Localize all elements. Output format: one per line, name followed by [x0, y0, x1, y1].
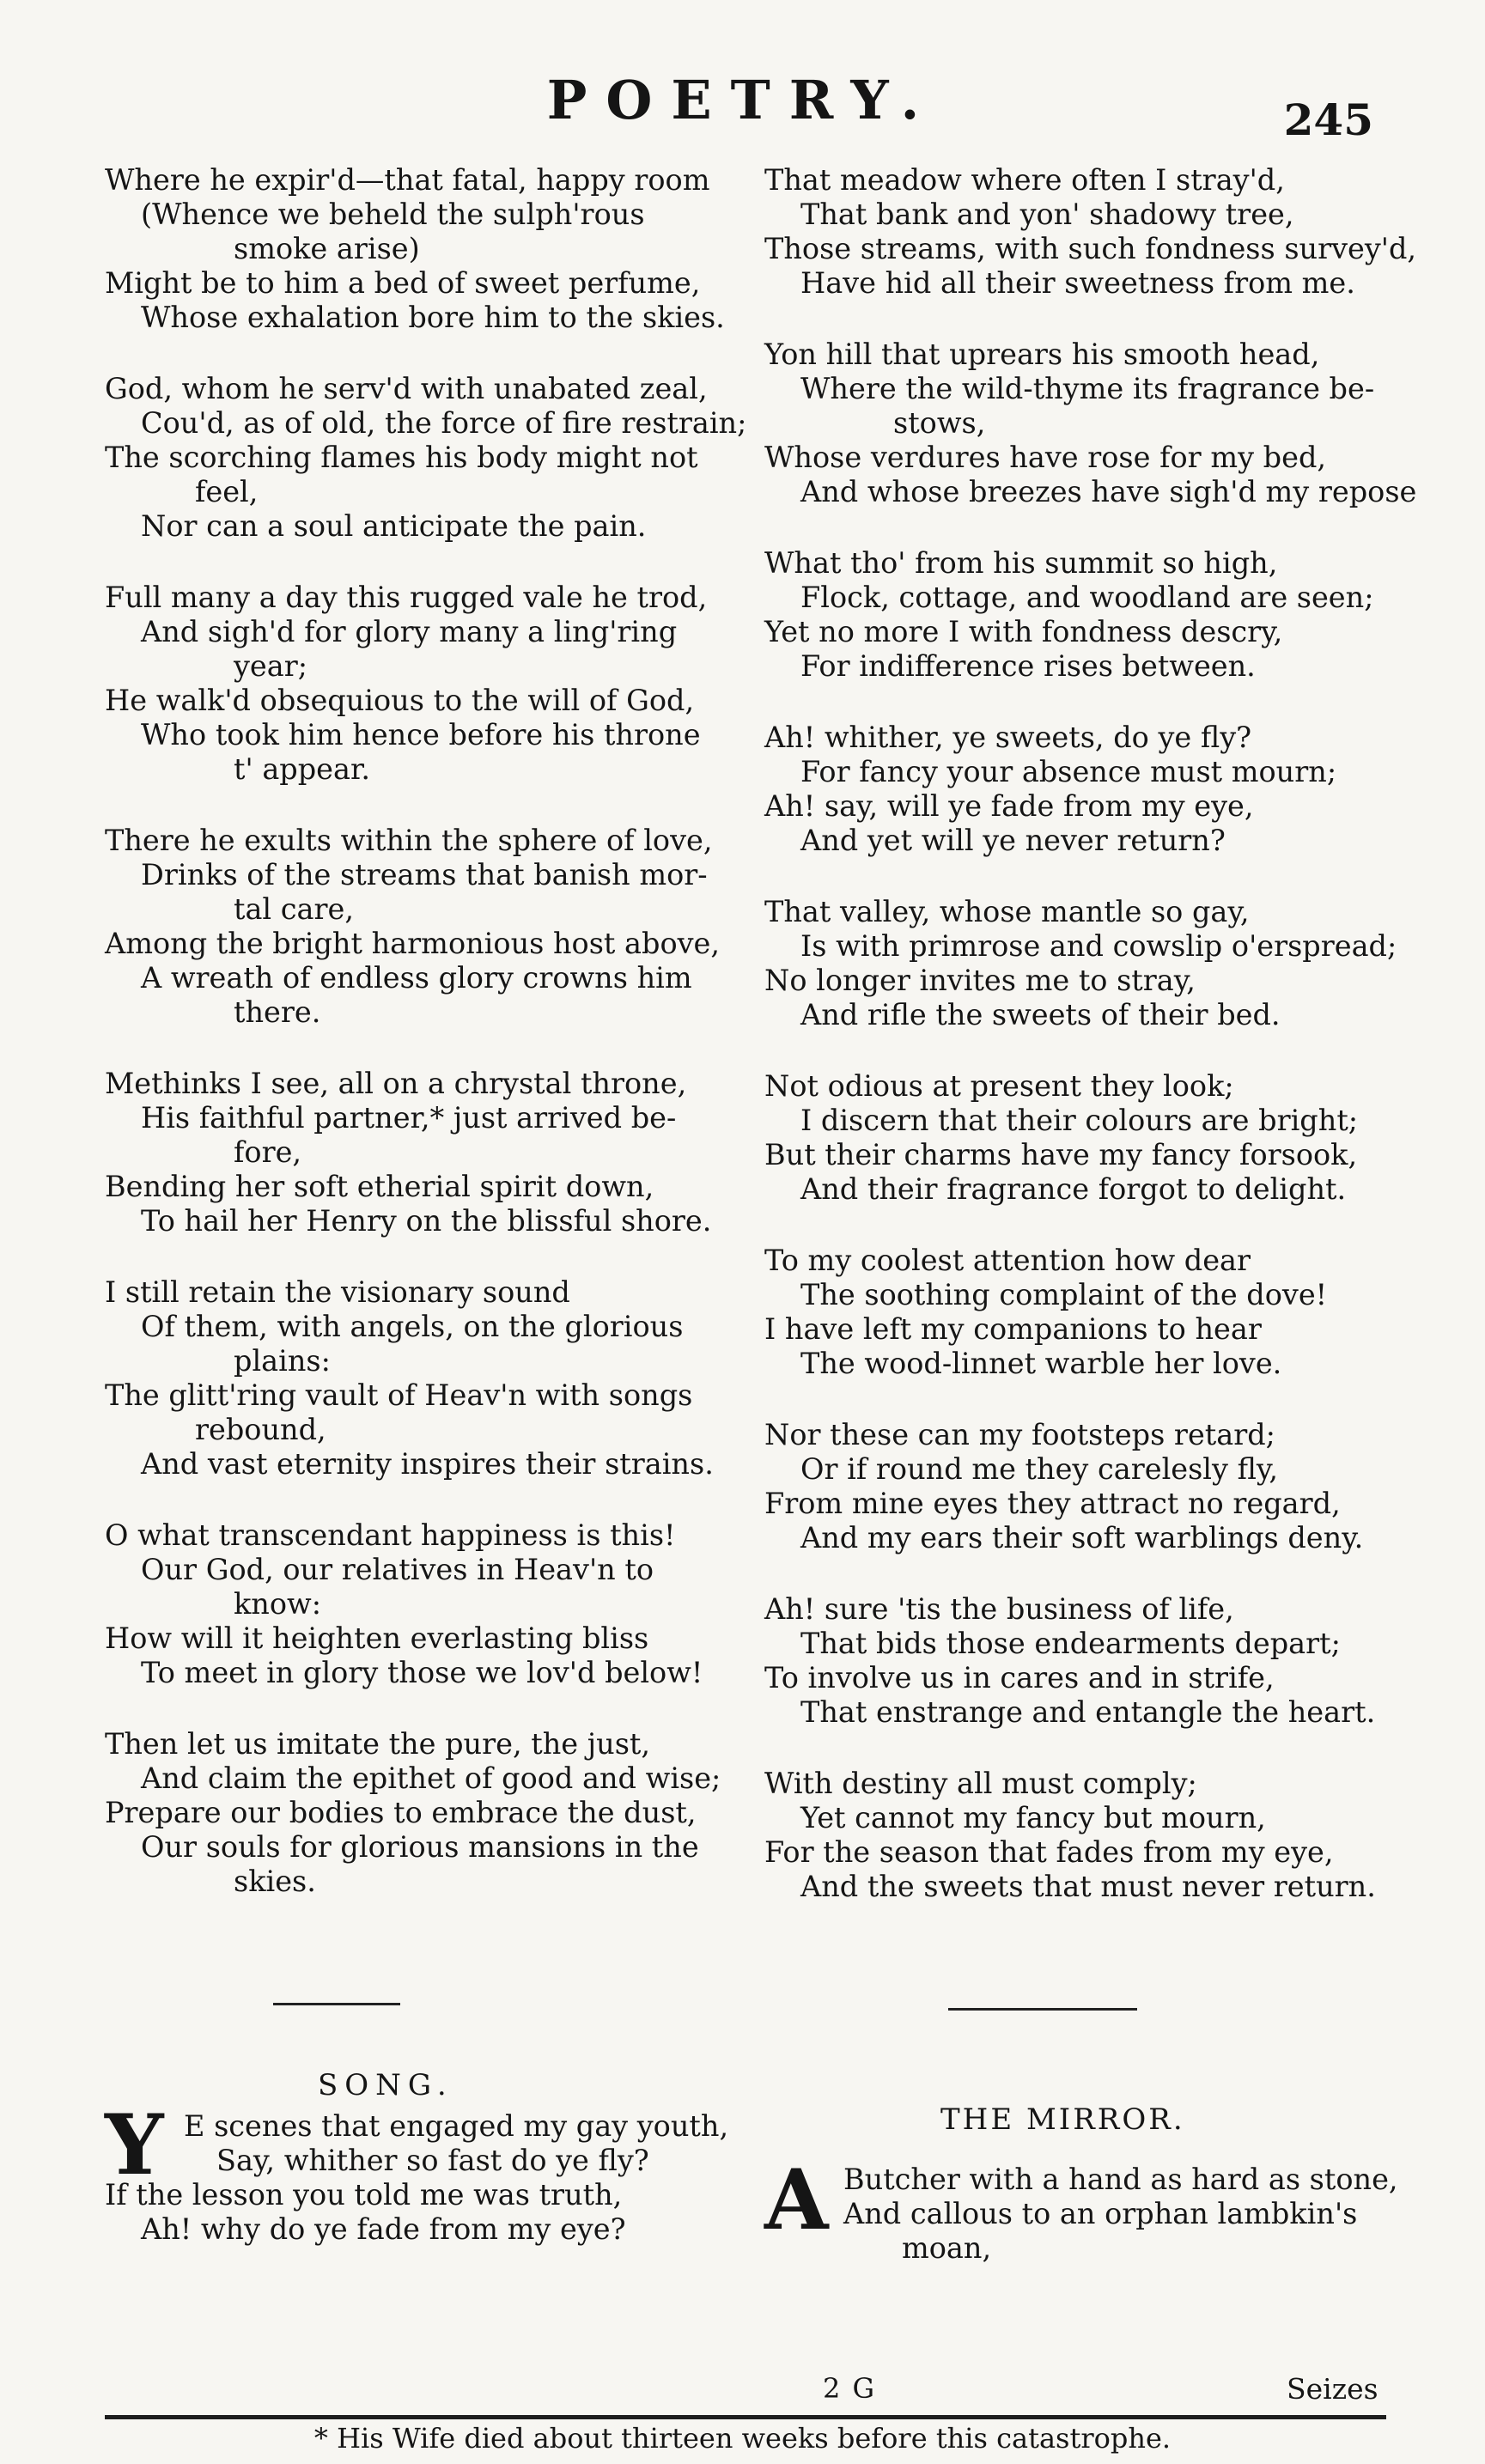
stanza [764, 1592, 1383, 1730]
verse-line: To my coolest attention how dear [764, 1244, 1251, 1277]
verse-line: fore, [234, 1135, 302, 1169]
stanza [105, 581, 719, 787]
verse-line: Of them, with angels, on the glorious [141, 1310, 684, 1343]
verse-line: tal care, [234, 892, 355, 926]
section-divider [948, 2008, 1137, 2011]
verse-line: Bending her soft etherial spirit down, [105, 1170, 654, 1203]
verse-line: The glitt'ring vault of Heav'n with songs [105, 1378, 693, 1412]
verse-line: That valley, whose mantle so gay, [764, 895, 1250, 928]
catchword: Seizes [1287, 2372, 1378, 2406]
stanza [764, 1069, 1383, 1207]
verse-line: I discern that their colours are bright; [800, 1104, 1359, 1137]
mirror-body [764, 2151, 1398, 2266]
verse-line: And my ears their soft warblings deny. [800, 1521, 1364, 1554]
verse-line: I still retain the visionary sound [105, 1275, 570, 1309]
verse-line: moan, [902, 2231, 992, 2265]
verse-line: From mine eyes they attract no regard, [764, 1487, 1341, 1520]
verse-line: Among the bright harmonious host above, [105, 927, 721, 960]
verse-line: Or if round me they carelesly fly, [800, 1452, 1279, 1486]
footnote: * His Wife died about thirteen weeks before this catastrophe. [313, 2422, 1172, 2455]
verse-line: If the lesson you told me was truth, [105, 2178, 623, 2212]
verse-line: And their fragrance forgot to delight. [800, 1172, 1347, 1206]
stanza [764, 1418, 1383, 1555]
verse-line: skies. [234, 1865, 316, 1898]
stanza [764, 1767, 1383, 1904]
verse-line: Methinks I see, all on a chrystal throne, [105, 1067, 687, 1100]
section-divider [273, 2003, 400, 2005]
verse-line: And whose breezes have sigh'd my repose [800, 475, 1417, 508]
footnote-rule [105, 2415, 1386, 2419]
drop-cap: Y [105, 2096, 164, 2193]
verse-line: How will it heighten everlasting bliss [105, 1621, 649, 1655]
verse-line: Butcher with a hand as hard as stone, [843, 2163, 1398, 2196]
verse-line: know: [234, 1587, 322, 1621]
stanza [764, 546, 1383, 684]
verse-line: Then let us imitate the pure, the just, [105, 1727, 651, 1761]
mirror-heading: THE MIRROR. [940, 2102, 1185, 2137]
verse-line: For indifference rises between. [800, 649, 1256, 683]
drop-cap: A [764, 2151, 829, 2248]
verse-line: smoke arise) [234, 232, 420, 265]
verse-line: Whose verdures have rose for my bed, [764, 441, 1327, 474]
verse-line: Those streams, with such fondness survey'd, [764, 232, 1417, 265]
verse-line: To hail her Henry on the blissful shore. [141, 1204, 712, 1238]
verse-line: Have hid all their sweetness from me. [800, 266, 1355, 300]
verse-line: Nor can a soul anticipate the pain. [141, 509, 647, 543]
verse-line: That bids those endearments depart; [800, 1627, 1341, 1660]
stanza [105, 1067, 719, 1238]
verse-line: year; [234, 649, 308, 683]
verse-line: That meadow where often I stray'd, [764, 163, 1285, 197]
verse-line: there. [234, 995, 321, 1029]
verse-line: plains: [234, 1344, 331, 1378]
stanza [764, 1244, 1383, 1381]
verse-line: Yet cannot my fancy but mourn, [800, 1801, 1266, 1834]
verse-line: A wreath of endless glory crowns him [141, 961, 692, 995]
verse-line: For fancy your absence must mourn; [800, 755, 1337, 788]
verse-line: rebound, [195, 1413, 326, 1446]
verse-line: Yet no more I with fondness descry, [764, 615, 1283, 648]
verse-line: Where the wild-thyme its fragrance be- [800, 372, 1375, 405]
verse-line: What tho' from his summit so high, [764, 546, 1278, 580]
verse-line: t' appear. [234, 752, 370, 786]
verse-line: The scorching flames his body might not [105, 441, 698, 474]
verse-line: Not odious at present they look; [764, 1069, 1234, 1103]
verse-line: stows, [893, 406, 986, 440]
verse-line: Say, whither so fast do ye fly? [216, 2144, 649, 2177]
verse-line: And claim the epithet of good and wise; [141, 1761, 721, 1795]
verse-line: That bank and yon' shadowy tree, [800, 198, 1294, 231]
verse-line: And sigh'd for glory many a ling'ring [141, 615, 678, 648]
verse-line: And yet will ye never return? [800, 824, 1226, 857]
stanza [105, 163, 725, 335]
stanza [105, 1518, 719, 1690]
verse-line: I have left my companions to hear [764, 1312, 1262, 1346]
verse-line: Yon hill that uprears his smooth head, [764, 338, 1320, 371]
signature-mark: 2 G [823, 2372, 877, 2405]
verse-line: Our God, our relatives in Heav'n to [141, 1553, 654, 1586]
verse-line: With destiny all must comply; [764, 1767, 1197, 1800]
stanza [105, 1727, 719, 1899]
verse-line: Might be to him a bed of sweet perfume, [105, 266, 701, 300]
verse-line: God, whom he serv'd with unabated zeal, [105, 372, 708, 405]
verse-line: E scenes that engaged my gay youth, [184, 2109, 729, 2143]
verse-line: Whose exhalation bore him to the skies. [141, 301, 725, 334]
verse-line: O what transcendant happiness is this! [105, 1518, 676, 1552]
left-column [105, 163, 747, 1936]
stanza [764, 721, 1383, 858]
verse-line: For the season that fades from my eye, [764, 1835, 1334, 1869]
verse-line: feel, [195, 475, 259, 508]
verse-line: Ah! say, will ye fade from my eye, [764, 789, 1254, 823]
verse-line: Prepare our bodies to embrace the dust, [105, 1796, 697, 1829]
verse-line: To involve us in cares and in strife, [764, 1661, 1275, 1694]
stanza [764, 163, 1417, 301]
page-number: 245 [1283, 94, 1373, 145]
verse-line: There he exults within the sphere of love, [105, 824, 713, 857]
verse-line: (Whence we beheld the sulph'rous [141, 198, 645, 231]
verse-line: Ah! why do ye fade from my eye? [141, 2212, 626, 2246]
song-heading: SONG. [318, 2068, 453, 2102]
verse-line: And the sweets that must never return. [800, 1870, 1376, 1903]
stanza [764, 895, 1397, 1032]
verse-line: To meet in glory those we lov'd below! [141, 1656, 703, 1689]
verse-line: Who took him hence before his throne [141, 718, 701, 751]
verse-line: Nor these can my footsteps retard; [764, 1418, 1275, 1451]
verse-line: That enstrange and entangle the heart. [800, 1695, 1376, 1729]
verse-line: But their charms have my fancy forsook, [764, 1138, 1358, 1171]
verse-line: Flock, cottage, and woodland are seen; [800, 581, 1374, 614]
verse-line: And vast eternity inspires their strains. [141, 1447, 714, 1481]
verse-line: The soothing complaint of the dove! [800, 1278, 1328, 1311]
verse-line: No longer invites me to stray, [764, 964, 1196, 997]
verse-line: And callous to an orphan lambkin's [843, 2197, 1358, 2230]
verse-line: Full many a day this rugged vale he trod, [105, 581, 708, 614]
stanza [105, 372, 747, 544]
verse-line: He walk'd obsequious to the will of God, [105, 684, 695, 717]
verse-line: Ah! whither, ye sweets, do ye fly? [764, 721, 1252, 754]
verse-line: His faithful partner,* just arrived be- [141, 1101, 677, 1135]
song-body [105, 2096, 729, 2247]
stanza [764, 338, 1417, 509]
verse-line: Drinks of the streams that banish mor- [141, 858, 708, 891]
verse-line: Where he expir'd—that fatal, happy room [105, 163, 710, 197]
right-column [764, 163, 1417, 1941]
running-head: POETRY. [546, 69, 939, 131]
verse-line: Ah! sure 'tis the business of life, [764, 1592, 1234, 1626]
stanza [105, 1275, 719, 1481]
verse-line: And rifle the sweets of their bed. [800, 998, 1281, 1031]
verse-line: The wood-linnet warble her love. [800, 1347, 1282, 1380]
stanza [105, 824, 719, 1030]
verse-line: Cou'd, as of old, the force of fire restrain; [141, 406, 747, 440]
verse-line: Our souls for glorious mansions in the [141, 1830, 699, 1864]
verse-line: Is with primrose and cowslip o'erspread; [800, 929, 1397, 963]
